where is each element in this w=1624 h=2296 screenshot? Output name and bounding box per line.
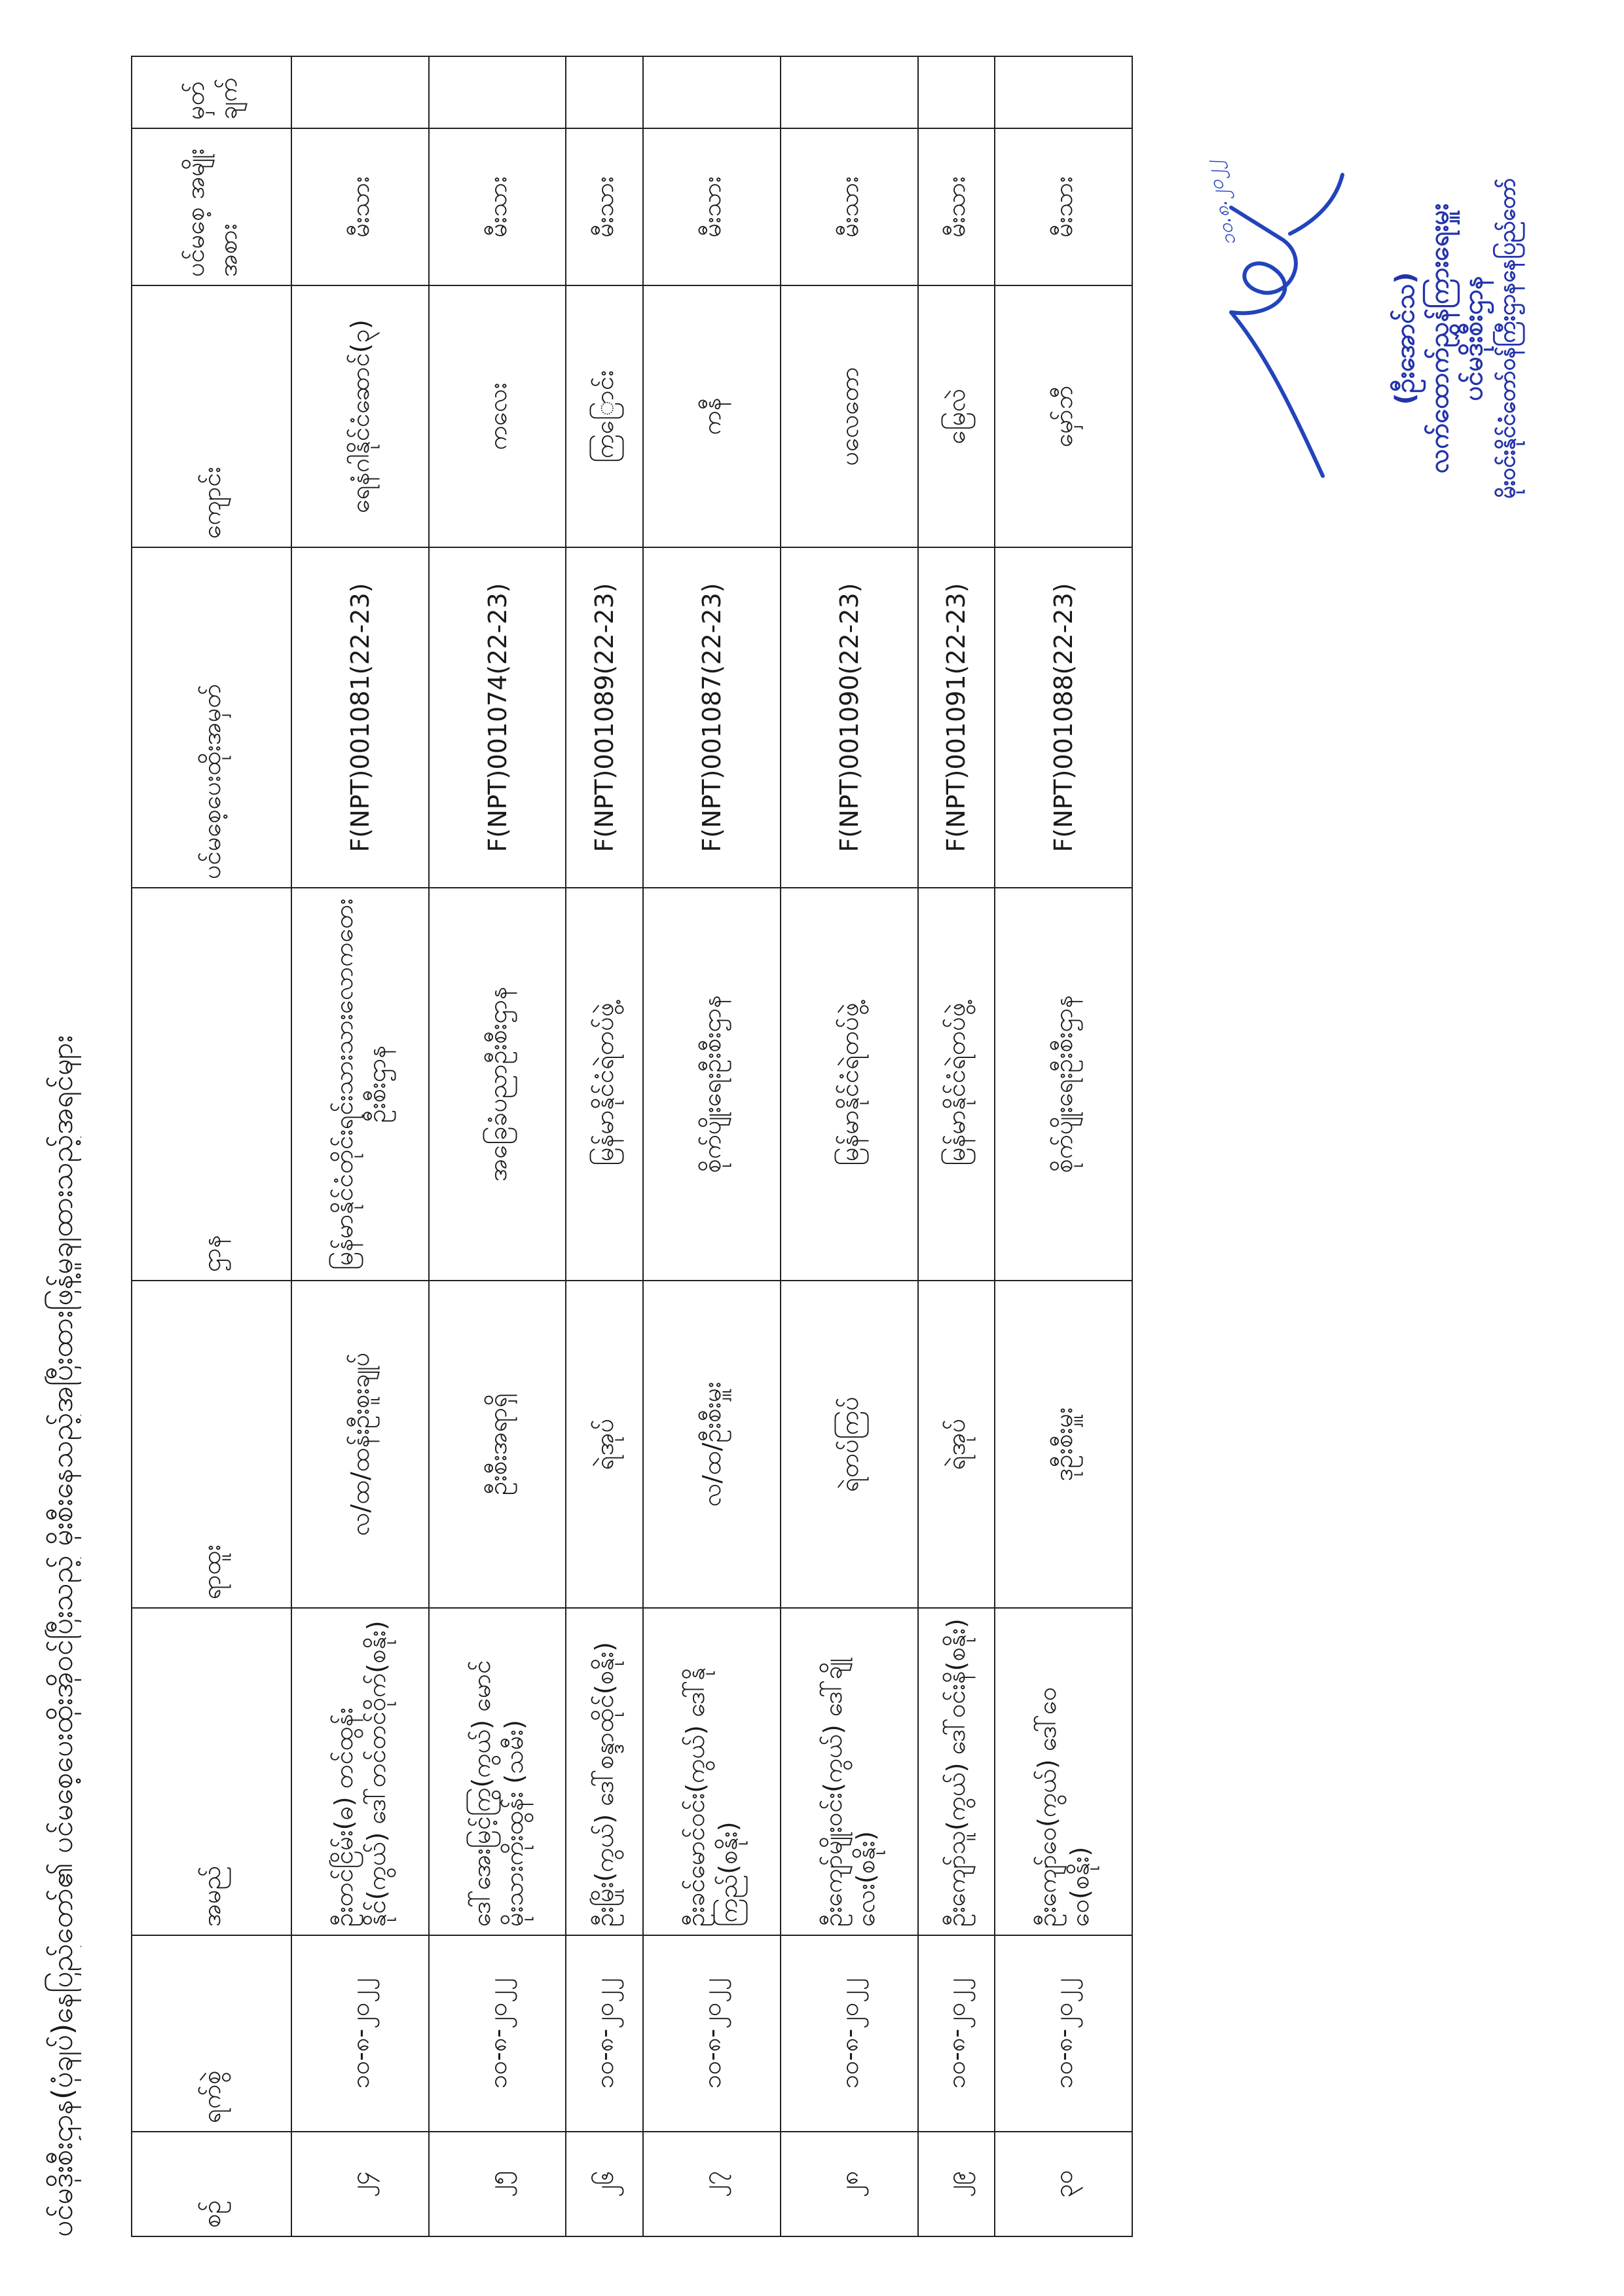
header-ref: ပင်မစေ့ပေးထိုးအမှတ် (132, 547, 291, 888)
cell-date: ၁၀-၈-၂၀၂၂ (429, 1935, 566, 2132)
cell-remark (643, 56, 781, 128)
cell-type: မီးသား (995, 128, 1132, 285)
table-row (643, 56, 781, 2236)
table-row (995, 56, 1132, 2236)
cell-rank: ရဲတပ်ကြပ် (781, 1281, 918, 1608)
cell-dept: အခြေခံပညာဦးစီးဌာန (429, 888, 566, 1281)
cell-school: မြေလဲ (918, 285, 995, 547)
cell-school: ကနီ (643, 285, 781, 547)
cell-name: ဦးကျော်မျိုးဝင်း(ကွယ်) ဒေါ်ချိုလေး(စနိုး) (781, 1608, 918, 1935)
page-title: ပင်မဒိုးစီးဌာန(ပုံချပ်)နေပြည်တော်၏ ပင်မစေ့ပေးထိုးအိုဝင်ပြီးသည့် မိုးစီးနေသည့်အပြီးထားဖြန့်မှုချထားသည့်အရင်များ (46, 1035, 79, 2237)
cell-ref: F(NPT)001088(22-23) (995, 547, 1132, 888)
signatory-org: မိုးဝင်းနိုင်ငံတော်ဝန်ကြီးဌာနနေပြည်တော် (1494, 178, 1521, 499)
cell-remark (781, 56, 918, 128)
cell-no: ၂၅ (429, 2132, 566, 2236)
cell-name: ဒေါ်အေးမြင့်ကြွ(ကွယ်) မောင်မိုးသားကိုးထွန်း (သမီး) (429, 1608, 566, 1935)
cell-type: မီးသား (429, 128, 566, 285)
cell-dept: မြန်မာနိုင်ငံတိုင်းရင်းသားသားလောကတေး ဦးစီးဌာန (291, 888, 429, 1281)
cell-date: ၁၀-၈-၂၀၂၂ (995, 1935, 1132, 2132)
cell-type: မီးသား (643, 128, 781, 285)
cell-type: မီးသား (566, 128, 643, 285)
cell-name: ဦးကျော်သူ(ကွယ်) ဒေါ်ဝင်းနိ(စနိုး) (918, 1608, 995, 1935)
table-header-row (132, 56, 291, 2236)
signatory-title: လက်ထောက်ညွှန်ကြားရေးမှူး (1424, 203, 1454, 474)
cell-no: ၂၆ (566, 2132, 643, 2236)
signatory-office: ပင်မဒိုးစီးဌာန (1458, 276, 1488, 401)
cell-remark (429, 56, 566, 128)
cell-no: ၂၉ (918, 2132, 995, 2236)
cell-rank: ဦးစီးအရာရှိ (429, 1281, 566, 1608)
cell-dept: စိုက်ပျိုးရေးဦးစီးဌာန (643, 888, 781, 1281)
cell-date: ၁၀-၈-၂၀၂၂ (918, 1935, 995, 2132)
cell-no: ၂၈ (781, 2132, 918, 2236)
cell-ref: F(NPT)001087(22-23) (643, 547, 781, 888)
cell-type: မီးသား (291, 128, 429, 285)
cell-rank: ရဲအုပ် (918, 1281, 995, 1608)
records-table (131, 56, 1133, 2237)
header-type: ပင်မစေ့ အမျိုးအစား (132, 128, 291, 285)
cell-school: မှော်ဘီ (995, 285, 1132, 547)
cell-ref: F(NPT)001081(22-23) (291, 547, 429, 888)
cell-name: ဦးတင်ငြိမ်း(ဓ) တင်ထွန်းနိုင်(ကွယ်) ဒေါ်တင်တင်ဝိုက်(စနိုး) (291, 1608, 429, 1935)
table-row (566, 56, 643, 2236)
table-row (918, 56, 995, 2236)
cell-school: ကြြောင်း (566, 285, 643, 547)
header-name: အမည် (132, 1608, 291, 1935)
cell-dept: မြန်မာနိုင်ငံရဲတပ်ဖွဲ့ (781, 888, 918, 1281)
cell-type: မီးသား (918, 128, 995, 285)
header-date: ရက်စွဲ (132, 1935, 291, 2132)
cell-dept: စိုက်ပျိုးရေးဦးစီးဌာန (995, 888, 1132, 1281)
cell-ref: F(NPT)001074(22-23) (429, 547, 566, 888)
cell-no: ၂၇ (643, 2132, 781, 2236)
header-school: ကျောင်း (132, 285, 291, 547)
cell-school: ပလေတော (781, 285, 918, 547)
cell-rank: လ/ထ/ဦးစီးမှူး (643, 1281, 781, 1608)
header-no: စဥ် (132, 2132, 291, 2236)
cell-date: ၁၀-၈-၂၀၂၂ (291, 1935, 429, 2132)
cell-rank: ဒုဦးစီးမှူး (995, 1281, 1132, 1608)
table-row (781, 56, 918, 2236)
table-row (429, 56, 566, 2236)
cell-date: ၁၀-၈-၂၀၂၂ (643, 1935, 781, 2132)
cell-date: ၁၀-၈-၂၀၂၂ (566, 1935, 643, 2132)
signature-date: ၁၀.၈.၂၀၂၂ (1200, 158, 1241, 248)
cell-school: ရေနံဂါနိုင်ငံဆောင်(၃) (291, 285, 429, 547)
table-row (291, 56, 429, 2236)
cell-remark (918, 56, 995, 128)
cell-no: ၃၀ (995, 2132, 1132, 2236)
cell-no: ၂၄ (291, 2132, 429, 2236)
cell-type: မီးသား (781, 128, 918, 285)
cell-remark (291, 56, 429, 128)
cell-school: ကလေး (429, 285, 566, 547)
cell-rank: လ/ထ/ထန်းဦးစူးချုပ် (291, 1281, 429, 1608)
cell-remark (566, 56, 643, 128)
cell-ref: F(NPT)001091(22-23) (918, 547, 995, 888)
signature-block (1192, 90, 1559, 587)
header-dept: ဌာန (132, 888, 291, 1281)
cell-dept: မြန်မာနိုင်ငံရဲတပ်ဖွဲ့ (918, 888, 995, 1281)
cell-date: ၁၀-၈-၂၀၂၂ (781, 1935, 918, 2132)
header-rank: ရာထူး (132, 1281, 291, 1608)
cell-dept: မြန်မာနိုင်ငံရဲတပ်ဖွဲ့ (566, 888, 643, 1281)
header-remark: မှတ်ချက် (132, 56, 291, 128)
cell-ref: F(NPT)001089(22-23) (566, 547, 643, 888)
cell-name: ဦးမြိုး(ကွယ်) ဒေါ်စန္ဒာထိုင်(စနိုး) (566, 1608, 643, 1935)
signatory-name: (ဦးအောင်သ) (1390, 272, 1420, 405)
cell-name: ဦးခင်မောင်ဝင်း(ကွယ်) ဒေါ်နိုကြည်(စနိုး) (643, 1608, 781, 1935)
cell-name: ဦးကျော်ဝေ(ကွယ်) ဒေါ်ဝေဝေ(စနိုး) (995, 1608, 1132, 1935)
cell-ref: F(NPT)001090(22-23) (781, 547, 918, 888)
cell-rank: ရဲအုပ် (566, 1281, 643, 1608)
cell-remark (995, 56, 1132, 128)
